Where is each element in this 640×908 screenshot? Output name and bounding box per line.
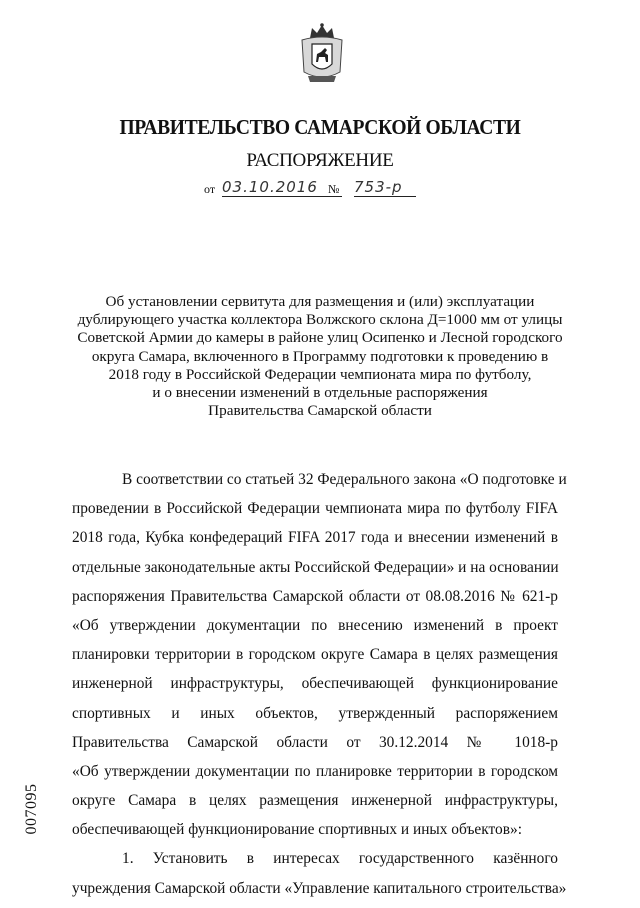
subject-line: 2018 году в Российской Федерации чемпионата мира по футболу, xyxy=(108,365,532,383)
document-body xyxy=(72,470,567,908)
body-line: отдельные законодательные акты Российской Федерации» и на основании xyxy=(72,558,559,576)
document-date: 03.10.2016 xyxy=(222,178,342,197)
body-line: спортивных и иных объектов, утвержденный распоряжением xyxy=(72,704,558,722)
body-line: распоряжения Правительства Самарской области от 08.08.2016 № 621-р xyxy=(72,587,558,605)
date-number-line xyxy=(204,178,403,197)
subject-line: Об установлении сервитута для размещения и (или) эксплуатации xyxy=(105,293,535,310)
number-label: № xyxy=(328,182,340,196)
body-line: 1. Установить в интересах государственного казённого xyxy=(122,850,558,868)
subject-line: Советской Армии до камеры в районе улиц Осипенко и Лесной городского xyxy=(77,329,563,347)
samara-coat-of-arms-icon xyxy=(300,22,344,86)
body-line: планировки территории в городском округе Самара в целях размещения xyxy=(72,646,558,664)
body-line: округе Самара в целях размещения инженерной инфраструктуры, xyxy=(72,792,558,810)
body-line: учреждения Самарской области «Управление капитального строительства» xyxy=(72,879,567,897)
body-line: проведении в Российской Федерации чемпионата мира по футболу FIFA xyxy=(72,500,558,518)
body-line: В соответствии со статьей 32 Федерального закона «О подготовке и xyxy=(122,471,567,488)
government-title: ПРАВИТЕЛЬСТВО САМАРСКОЙ ОБЛАСТИ xyxy=(119,115,521,139)
subject-line: и о внесении изменений в отдельные распоряжения xyxy=(152,384,488,402)
subject-line: округа Самара, включенного в Программу подготовки к проведению в xyxy=(91,347,549,365)
body-line: Правительства Самарской области от 30.12.2014 № 1018-р xyxy=(72,733,558,751)
date-from-label: от xyxy=(204,182,216,196)
document-number: 753-р xyxy=(354,178,416,197)
body-line: «Об утверждении документации по планировке территории в городском xyxy=(72,762,558,780)
body-line: 2018 года, Кубка конфедераций FIFA 2017 года и внесении изменений в xyxy=(72,529,558,547)
body-line: «Об утверждении документации по внесению изменений в проект xyxy=(72,616,558,634)
subject-line: дублирующего участка коллектора Волжского склона Д=1000 мм от улицы xyxy=(77,311,563,329)
side-registration-number: 007095 xyxy=(23,783,40,835)
body-line: инженерной инфраструктуры, обеспечивающей функционирование xyxy=(72,675,558,693)
subject-line: Правительства Самарской области xyxy=(208,402,432,420)
body-line: обеспечивающей функционирование спортивных и иных объектов»: xyxy=(72,821,522,839)
document-type: РАСПОРЯЖЕНИЕ xyxy=(246,150,394,171)
document-subject xyxy=(60,293,580,420)
